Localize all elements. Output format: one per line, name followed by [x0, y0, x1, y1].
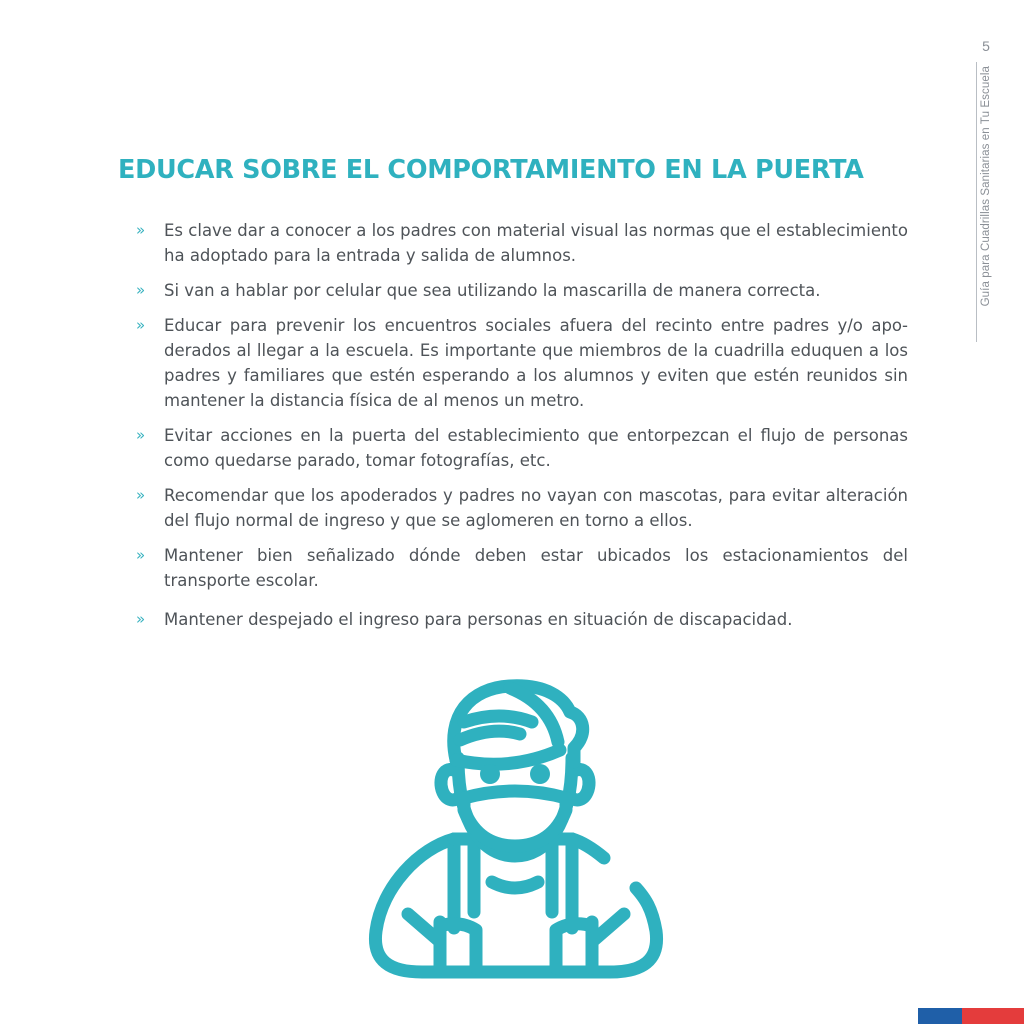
list-item: [136, 543, 908, 593]
section-heading: EDUCAR SOBRE EL COMPORTAMIENTO EN LA PUERTA: [118, 155, 864, 185]
list-item-text: Mantener despejado el ingreso para personas en situación de discapacidad.: [164, 610, 793, 629]
list-item: [136, 423, 908, 473]
page-number: 5: [982, 38, 990, 54]
flag-blue-segment: [918, 1008, 962, 1024]
running-head-text: Guía para Cuadrillas Sanitarias en Tu Escuela: [980, 66, 992, 307]
bullet-marker-icon: »: [136, 281, 146, 299]
list-item-text: Educar para prevenir los encuentros sociales afuera del recinto entre padres y/o apoderados al llegar a la escuela. Es importante que miembros de la cuadrilla eduquen a los padres y familiares que estén esperando a los alumnos y eviten que estén reunidos sin mantener la distancia física de al menos un metro.: [164, 316, 908, 410]
running-head: [976, 62, 997, 342]
list-item: [136, 607, 908, 632]
bullet-marker-icon: »: [136, 486, 146, 504]
flag-bar: [918, 1008, 1024, 1024]
list-item-text: Mantener bien señalizado dónde deben estar ubicados los estacionamientos del transporte escolar.: [164, 546, 908, 590]
bullet-list: [136, 218, 908, 642]
list-item: [136, 483, 908, 533]
bullet-marker-icon: »: [136, 316, 146, 334]
bullet-marker-icon: »: [136, 610, 146, 628]
bullet-marker-icon: »: [136, 546, 146, 564]
list-item-text: Si van a hablar por celular que sea utilizando la mascarilla de manera correcta.: [164, 281, 821, 300]
bullet-marker-icon: »: [136, 426, 146, 444]
list-item: [136, 218, 908, 268]
list-item: [136, 313, 908, 413]
list-item: [136, 278, 908, 303]
list-item-text: Recomendar que los apoderados y padres no vayan con mascotas, para evitar alteración del flujo normal de ingreso y que se aglomeren en torno a ellos.: [164, 486, 908, 530]
list-item-text: Evitar acciones en la puerta del establecimiento que entorpezcan el flujo de personas como quedarse parado, tomar fotografías, etc.: [164, 426, 908, 470]
list-item-text: Es clave dar a conocer a los padres con material visual las normas que el establecimiento ha adoptado para la entrada y salida de alumnos.: [164, 221, 908, 265]
flag-red-segment: [962, 1008, 1024, 1024]
bullet-marker-icon: »: [136, 221, 146, 239]
masked-student-icon: [360, 676, 670, 981]
